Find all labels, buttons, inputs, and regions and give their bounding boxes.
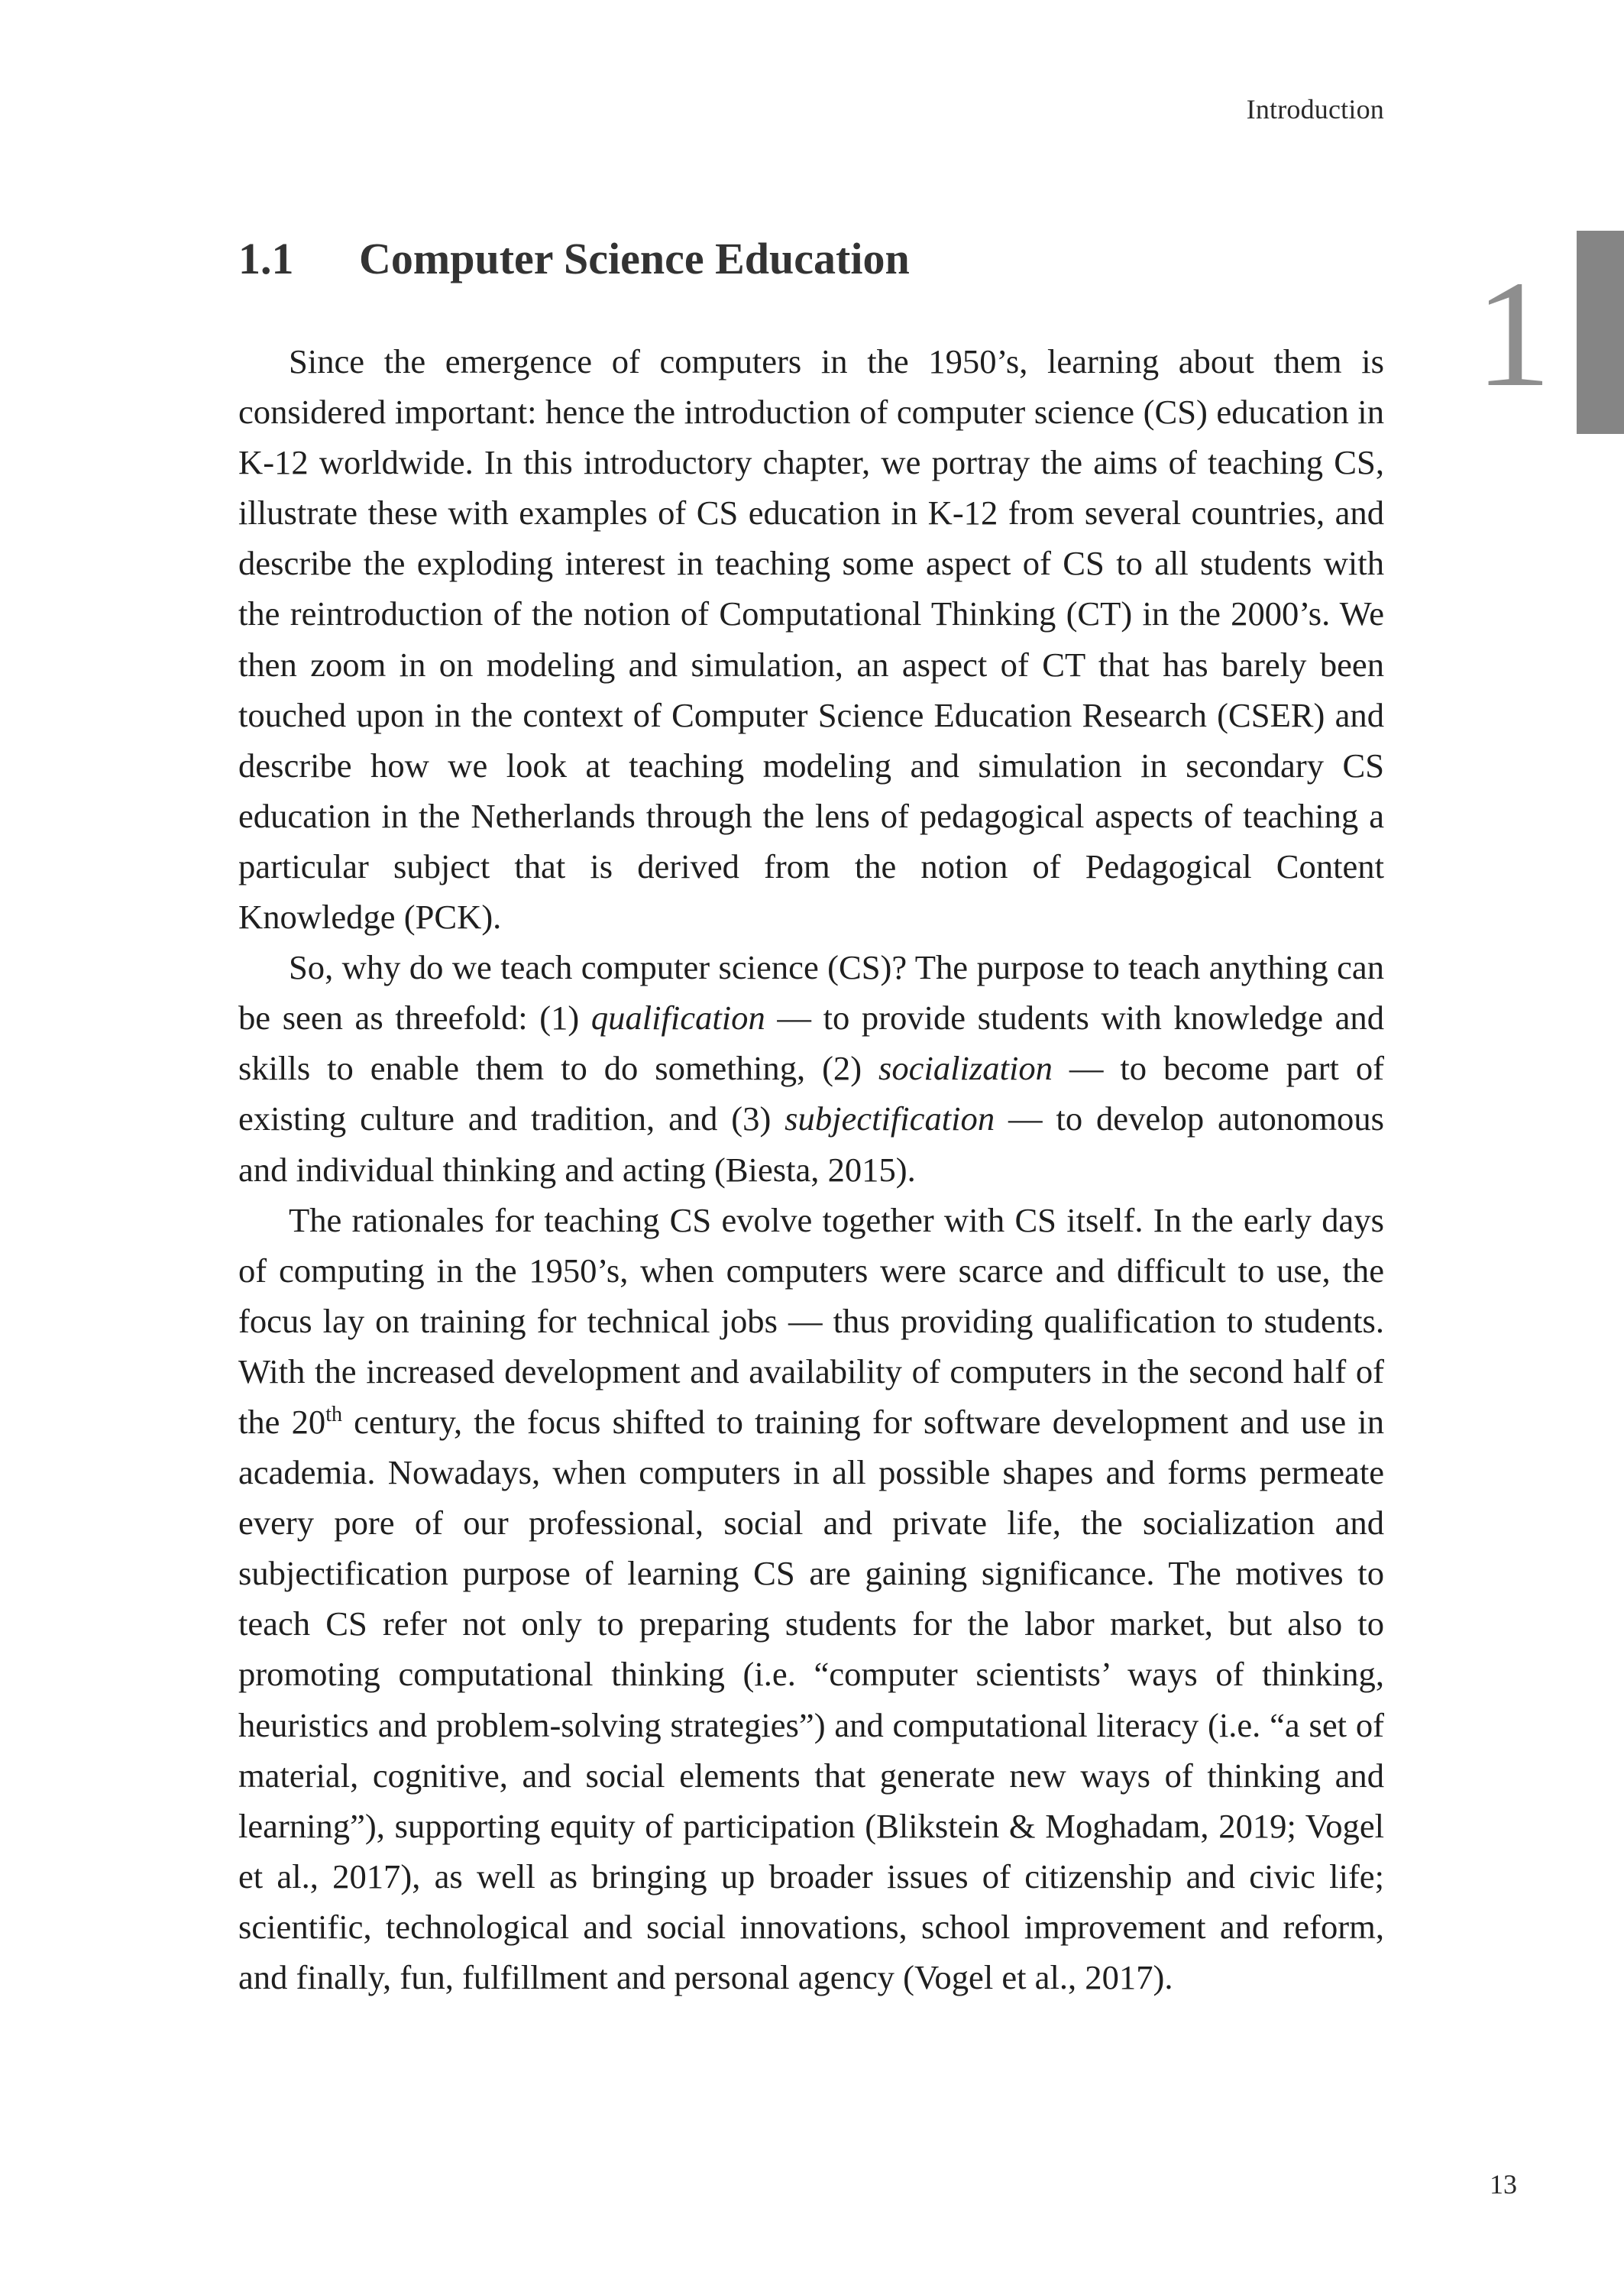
ordinal-suffix: th: [325, 1402, 343, 1426]
text-run: The rationales for teaching CS evolve together with CS itself. In the early days of computing in the 1950’s, when computers were scarce and difficult to use, the focus lay on training for technical jobs — thus providing qualification to students. With the increased development and availability of computers in the second half of the 20: [238, 1200, 1384, 1441]
text-run: Since the emergence of computers in the 1950’s, learning about them is considered important: hence the introduction of computer science (CS) education in K-12 worldwide. In this introductory chapter, we portray the aims of teaching CS, illustrate these with examples of CS education in K-12 from several countries, and describe the exploding interest in teaching some aspect of CS to all students with the reintroduction of the notion of Computational Thinking (CT) in the 2000’s. We then zoom in on modeling and simulation, an aspect of CT that has barely been touched upon in the context of Computer Science Education Research (CSER) and describe how we look at teaching modeling and simulation in secondary CS education in the Netherlands through the lens of pedagogical aspects of teaching a particular subject that is derived from the notion of Pedagogical Content Knowledge (PCK).: [238, 342, 1384, 937]
section-number: 1.1: [238, 234, 294, 283]
text-run: — to develop autonomous and individual thinking and acting (Biesta, 2015).: [238, 1099, 1384, 1189]
term-qualification: qualification: [590, 999, 765, 1038]
running-header: Introduction: [1246, 94, 1384, 125]
paragraph-intro: [238, 336, 1384, 942]
page-number: 13: [1490, 2169, 1517, 2200]
section-title: Computer Science Education: [359, 234, 910, 283]
paragraph-rationales: [238, 1195, 1384, 2003]
text-run: century, the focus shifted to training for software development and use in academia. Nowadays, when computers in all possible shapes and forms permeate every pore of our professional, social and private life, the socialization and subjectification purpose of learning CS are gaining significance. The motives to teach CS refer not only to preparing students for the labor market, but also to promoting computational thinking (i.e. “computer scientists’ ways of thinking, heuristics and problem-solving strategies”) and computational literacy (i.e. “a set of material, cognitive, and social elements that generate new ways of thinking and learning”), supporting equity of participation (Blikstein & Moghadam, 2019; Vogel et al., 2017), as well as bringing up broader issues of citizenship and civic life; scientific, technological and social innovations, school improvement and reform, and finally, fun, fulfillment and personal agency (Vogel et al., 2017).: [238, 1402, 1384, 1996]
paragraph-purpose: [238, 942, 1384, 1194]
chapter-tab-marker: [1577, 231, 1624, 434]
text-run: — to become part of existing culture and tradition, and (3): [238, 1049, 1384, 1138]
body-text: [238, 336, 1384, 2002]
text-run: So, why do we teach computer science (CS)? The purpose to teach anything can be seen as threefold: (1): [238, 948, 1384, 1038]
chapter-number: 1: [1475, 250, 1551, 419]
term-socialization: socialization: [878, 1049, 1053, 1088]
term-subjectification: subjectification: [785, 1099, 995, 1138]
text-run: — to provide students with knowledge and skills to enable them to do something, (2): [238, 999, 1384, 1088]
section-heading: [238, 232, 1384, 286]
